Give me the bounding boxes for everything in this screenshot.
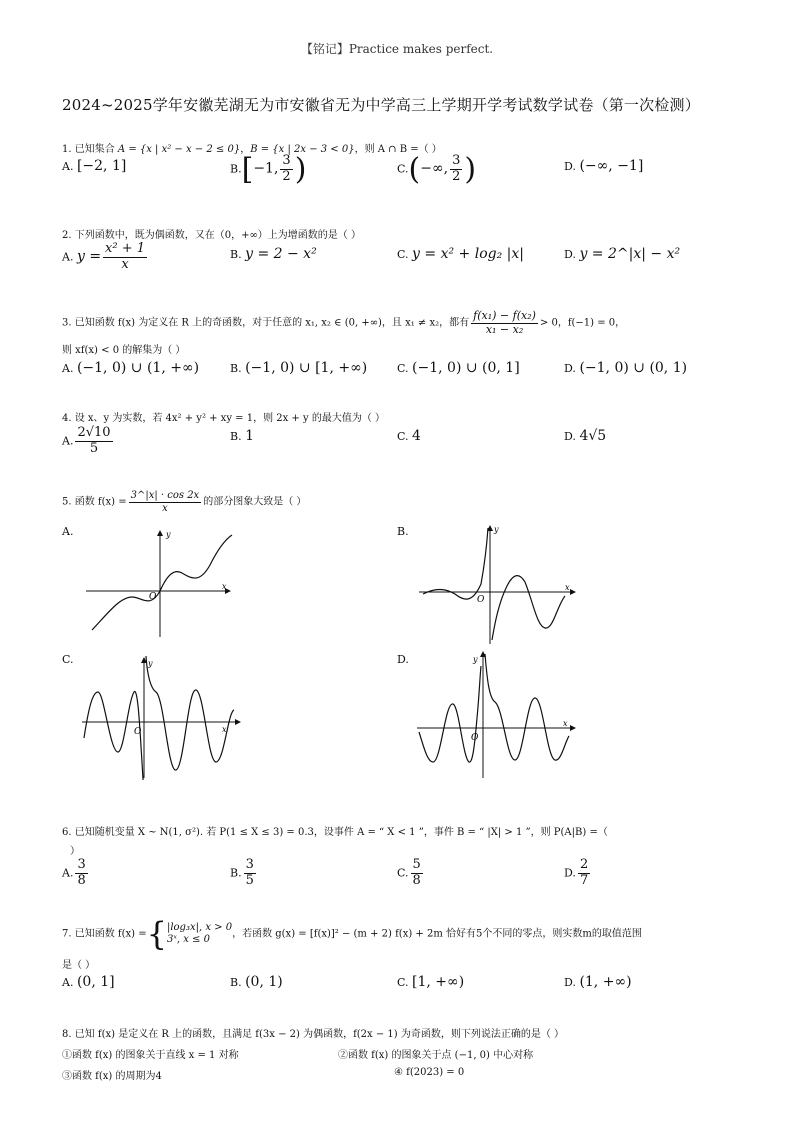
curve-right	[492, 576, 565, 640]
graph-option-a[interactable]	[80, 525, 240, 645]
curve	[92, 535, 232, 630]
x-label: x	[563, 719, 568, 728]
question-3-option-a[interactable]: A. (−1, 0) ∪ (1, +∞)	[62, 360, 200, 376]
question-8-statement-4[interactable]: ④ f(2023) = 0	[394, 1067, 465, 1078]
question-5-option-b[interactable]: B.	[397, 525, 409, 538]
question-5-option-a[interactable]: A.	[62, 525, 74, 538]
question-3-stem-line-2: 则 xf(x) < 0 的解集为（ ）	[62, 345, 186, 356]
question-7-option-d[interactable]: D. (1, +∞)	[564, 974, 632, 990]
page-motto: 【铭记】Practice makes perfect.	[300, 42, 494, 56]
question-1-option-a[interactable]: A. [−2, 1]	[62, 158, 127, 174]
x-label: x	[222, 725, 227, 734]
question-7-stem-line-1: 7. 已知函数 f(x) ={ |log₃x|, x > 0 3ˣ, x ≤ 0 ，若函数 g(x) = [f(x)]² − (m + 2) f(x) + 2m 恰好有5个不同的零点，则实数m的取值范围	[62, 915, 642, 953]
question-8-stem: 8. 已知 f(x) 是定义在 R 上的函数，且满足 f(3x − 2) 为偶函数，f(2x − 1) 为奇函数，则下列说法正确的是（ ）	[62, 1029, 565, 1040]
question-2-option-d[interactable]: D. y = 2^|x| − x²	[564, 246, 681, 262]
question-6-option-a[interactable]: A. $\frac{3}{8}$	[62, 857, 86, 888]
x-label: x	[565, 583, 570, 592]
curve-left	[423, 528, 488, 599]
question-3-option-d[interactable]: D. (−1, 0) ∪ (0, 1)	[564, 360, 688, 376]
question-8-statement-2[interactable]: ②函数 f(x) 的图象关于点 (−1, 0) 中心对称	[338, 1050, 534, 1061]
question-2-option-b[interactable]: B. y = 2 − x²	[230, 246, 317, 262]
question-6-option-c[interactable]: C. $\frac{5}{8}$	[397, 857, 421, 888]
question-7-option-a[interactable]: A. (0, 1]	[62, 974, 115, 990]
exam-title: 2024~2025学年安徽芜湖无为市安徽省无为中学高三上学期开学考试数学试卷（第一次检测）	[62, 96, 700, 114]
origin-label: O	[477, 595, 485, 605]
question-4-option-c[interactable]: C. 4	[397, 428, 421, 444]
question-2-option-c[interactable]: C. y = x² + log₂ |x|	[397, 246, 524, 262]
graph-option-b[interactable]	[415, 522, 580, 647]
y-label: y	[494, 525, 499, 534]
question-4-option-a[interactable]: A. $\frac{2√10}{5}$	[62, 425, 111, 456]
question-2-stem: 2. 下列函数中，既为偶函数，又在（0，+∞）上为增函数的是（ ）	[62, 230, 361, 241]
question-7-option-b[interactable]: B. (0, 1)	[230, 974, 283, 990]
question-6-option-b[interactable]: B. $\frac{3}{5}$	[230, 857, 254, 888]
curve-right	[146, 656, 234, 770]
x-label: x	[222, 582, 227, 591]
question-5-stem: 5. 函数 f(x) = $\frac{3\^{}|x| \cdot \cos 2x}{x}$ 的部分图象大致是（ ）	[62, 490, 307, 514]
question-1-option-d[interactable]: D. (−∞, −1]	[564, 158, 644, 174]
question-8-statement-1[interactable]: ①函数 f(x) 的图象关于直线 x = 1 对称	[62, 1050, 239, 1061]
question-1-option-c[interactable]: C.(−∞, $\frac{3}{2}$ )	[397, 152, 477, 187]
graph-option-d[interactable]	[415, 648, 580, 782]
question-6-stem-line-1: 6. 已知随机变量 X ~ N(1, σ²). 若 P(1 ≤ X ≤ 3) = 0.3，设事件 A = “ X < 1 ”，事件 B = “ |X| > 1 ”，则 P(A|B) =（	[62, 827, 608, 838]
origin-label: O	[471, 733, 479, 743]
question-8-statement-3[interactable]: ③函数 f(x) 的周期为4	[62, 1071, 162, 1082]
question-4-option-b[interactable]: B. 1	[230, 428, 255, 444]
y-label: y	[148, 659, 153, 668]
question-6-option-d[interactable]: D. $\frac{2}{7}$	[564, 857, 589, 888]
question-5-option-d[interactable]: D.	[397, 653, 409, 666]
question-5-option-c[interactable]: C.	[62, 653, 74, 666]
curve-left	[419, 666, 481, 762]
question-7-option-c[interactable]: C. [1, +∞)	[397, 974, 465, 990]
graph-option-c[interactable]	[80, 652, 245, 782]
origin-label: O	[134, 727, 142, 737]
y-label: y	[166, 530, 171, 539]
question-7-stem-line-2: 是（ ）	[62, 960, 96, 971]
question-1-option-b[interactable]: B.[−1, $\frac{3}{2}$ )	[230, 152, 307, 187]
question-3-option-c[interactable]: C. (−1, 0) ∪ (0, 1]	[397, 360, 520, 376]
origin-label: O	[149, 592, 157, 602]
question-2-option-a[interactable]: A. y = $\frac{\text{x² + 1}}{x}$	[62, 241, 146, 272]
curve-right	[485, 654, 569, 760]
question-4-option-d[interactable]: D. 4√5	[564, 428, 607, 444]
y-label: y	[473, 655, 478, 664]
question-4-stem: 4. 设 x、y 为实数，若 4x² + y² + xy = 1，则 2x + y 的最大值为（ ）	[62, 413, 385, 424]
question-6-stem-line-2: ）	[70, 846, 80, 857]
question-1-stem: 1. 已知集合 A = {x | x² − x − 2 ≤ 0}，B = {x | 2x − 3 < 0}，则 A ∩ B =（ ）	[62, 144, 442, 155]
question-3-stem-line-1: 3. 已知函数 f(x) 为定义在 R 上的奇函数，对于任意的 x₁, x₂ ∈ (0, +∞)，且 x₁ ≠ x₂，都有 $\frac{\text{f(x₁) − f(x₂)}}{\text{x₁ − x₂}}$ > 0，f(−1) = 0，	[62, 309, 626, 336]
question-3-option-b[interactable]: B. (−1, 0) ∪ [1, +∞)	[230, 360, 368, 376]
